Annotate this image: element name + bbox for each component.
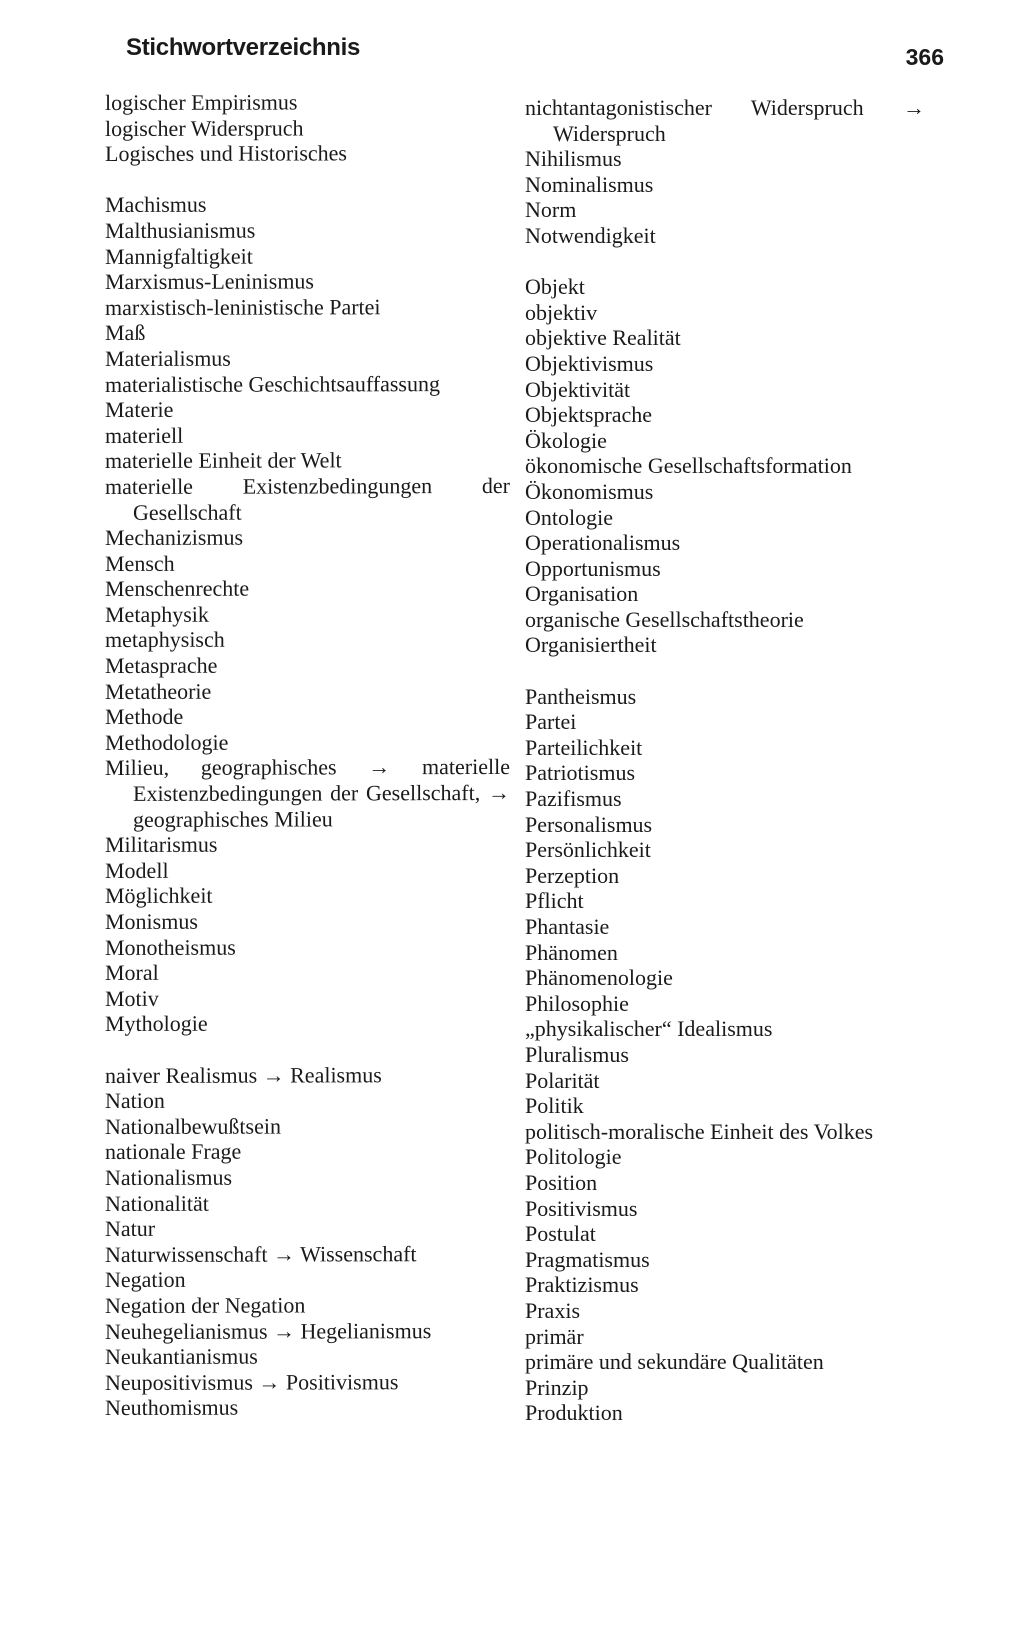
index-entry: primäre und sekundäre Qualitäten xyxy=(525,1349,824,1375)
index-entry: Prinzip xyxy=(525,1374,589,1400)
index-entry: Organisiertheit xyxy=(525,632,657,658)
index-entry: Milieu, geographisches → materielle Existenzbedingungen der Gesellschaft, → geographisches Milieu xyxy=(105,754,510,832)
index-entry: Mythologie xyxy=(105,1011,208,1037)
index-section xyxy=(525,274,925,658)
index-entry: Pluralismus xyxy=(525,1041,629,1067)
index-entry: Persönlichkeit xyxy=(525,837,651,863)
index-entry: Materie xyxy=(105,396,174,423)
index-entry: Methode xyxy=(105,704,184,730)
page-number: 366 xyxy=(905,44,944,70)
index-entry: Pflicht xyxy=(525,888,584,914)
index-column-right xyxy=(525,95,925,1426)
index-entry: nichtantagonistischer Widerspruch → Widerspruch xyxy=(525,95,925,146)
index-entry: ökonomische Gesellschaftsformation xyxy=(525,453,852,479)
index-entry: materialistische Geschichtsauffassung xyxy=(105,370,440,397)
index-entry: materiell xyxy=(105,422,184,448)
index-entry: nationale Frage xyxy=(105,1138,242,1165)
index-entry: objektive Realität xyxy=(525,325,681,351)
index-entry: Nationalität xyxy=(105,1190,209,1216)
index-entry: Opportunismus xyxy=(525,555,661,581)
index-entry: Notwendigkeit xyxy=(525,222,656,248)
index-entry: objektiv xyxy=(525,299,598,325)
index-entry: Methodologie xyxy=(105,729,229,755)
index-entry: Pragmatismus xyxy=(525,1246,650,1272)
index-entry: materielle Einheit der Welt xyxy=(105,447,342,474)
index-entry: Neupositivismus → Positivismus xyxy=(105,1368,399,1395)
index-entry: Neukantianismus xyxy=(105,1343,258,1370)
index-entry: Naturwissenschaft → Wissenschaft xyxy=(105,1240,417,1267)
index-section xyxy=(525,684,925,1426)
index-section xyxy=(105,89,510,167)
index-entry: Marxismus-Leninismus xyxy=(105,268,314,295)
index-entry: Personalismus xyxy=(525,811,653,837)
index-entry: Materialismus xyxy=(105,345,231,371)
index-entry: Pazifismus xyxy=(525,786,622,812)
index-entry: Natur xyxy=(105,1215,156,1242)
index-entry: Politologie xyxy=(525,1144,622,1170)
index-entry: logischer Widerspruch xyxy=(105,115,304,141)
index-entry: Nihilismus xyxy=(525,146,622,172)
index-entry: Nominalismus xyxy=(525,171,654,197)
index-entry: Objekt xyxy=(525,274,585,300)
index-entry: Objektivismus xyxy=(525,350,654,376)
index-entry: Postulat xyxy=(525,1221,596,1247)
index-entry: Objektsprache xyxy=(525,402,653,428)
index-entry: logischer Empirismus xyxy=(105,89,298,115)
index-entry: primär xyxy=(525,1323,584,1349)
index-entry: Polarität xyxy=(525,1067,600,1093)
index-entry: Moral xyxy=(105,960,159,986)
index-entry: Nationalbewußtsein xyxy=(105,1113,281,1139)
index-entry: Monismus xyxy=(105,908,198,934)
index-entry: Operationalismus xyxy=(525,530,681,556)
index-entry: Philosophie xyxy=(525,990,629,1016)
index-entry: Ökonomismus xyxy=(525,478,654,504)
index-entry: materielle Existenzbedingungen der Gesellschaft xyxy=(105,472,510,525)
index-entry: Neuhegelianismus → Hegelianismus xyxy=(105,1317,432,1344)
index-entry: Maß xyxy=(105,320,146,346)
index-entry: Ontologie xyxy=(525,504,613,530)
index-entry: Metasprache xyxy=(105,652,218,679)
index-column-left xyxy=(105,89,510,1421)
index-entry: Logisches und Historisches xyxy=(105,140,347,167)
index-entry: Mannigfaltigkeit xyxy=(105,243,253,269)
index-entry: organische Gesellschaftstheorie xyxy=(525,606,804,632)
index-entry: Politik xyxy=(525,1093,584,1119)
index-entry: naiver Realismus → Realismus xyxy=(105,1061,382,1088)
index-entry: Organisation xyxy=(525,581,639,607)
index-entry: Menschenrechte xyxy=(105,575,250,602)
index-entry: Nationalismus xyxy=(105,1164,233,1190)
index-entry: Negation der Negation xyxy=(105,1292,306,1318)
index-entry: Möglichkeit xyxy=(105,883,213,909)
index-entry: Positivismus xyxy=(525,1195,638,1221)
index-entry: Phänomenologie xyxy=(525,965,673,991)
index-entry: Mechanizismus xyxy=(105,524,244,551)
index-entry: Produktion xyxy=(525,1400,623,1426)
index-entry: metaphysisch xyxy=(105,627,225,653)
index-entry: Perzeption xyxy=(525,862,620,888)
index-section xyxy=(525,95,925,249)
index-entry: Mensch xyxy=(105,550,175,576)
index-entry: politisch-moralische Einheit des Volkes xyxy=(525,1118,874,1144)
index-entry: Praxis xyxy=(525,1297,580,1323)
index-entry: Motiv xyxy=(105,985,159,1011)
index-section xyxy=(105,1062,510,1421)
index-section xyxy=(105,191,510,1037)
index-entry: Machismus xyxy=(105,192,207,218)
index-entry: Position xyxy=(525,1169,598,1195)
index-entry: Phantasie xyxy=(525,914,610,939)
index-entry: Parteilichkeit xyxy=(525,734,643,760)
index-entry: Malthusianismus xyxy=(105,217,256,243)
index-entry: Nation xyxy=(105,1087,165,1114)
index-entry: Norm xyxy=(525,197,577,223)
index-entry: Phänomen xyxy=(525,939,618,965)
index-entry: Neuthomismus xyxy=(105,1394,239,1421)
page-title: Stichwortverzeichnis xyxy=(126,34,361,61)
index-entry: Partei xyxy=(525,709,577,735)
index-entry: „physikalischer“ Idealismus xyxy=(525,1016,773,1042)
index-entry: Objektivität xyxy=(525,376,631,402)
index-entry: Praktizismus xyxy=(525,1272,639,1298)
index-entry: Monotheismus xyxy=(105,934,236,960)
index-entry: Ökologie xyxy=(525,427,607,453)
index-entry: Modell xyxy=(105,857,169,883)
index-entry: Negation xyxy=(105,1267,186,1293)
index-entry: Metatheorie xyxy=(105,678,212,704)
index-entry: marxistisch-leninistische Partei xyxy=(105,294,381,320)
index-entry: Patriotismus xyxy=(525,760,636,786)
index-entry: Pantheismus xyxy=(525,683,637,709)
index-entry: Militarismus xyxy=(105,831,218,858)
index-entry: Metaphysik xyxy=(105,601,209,627)
